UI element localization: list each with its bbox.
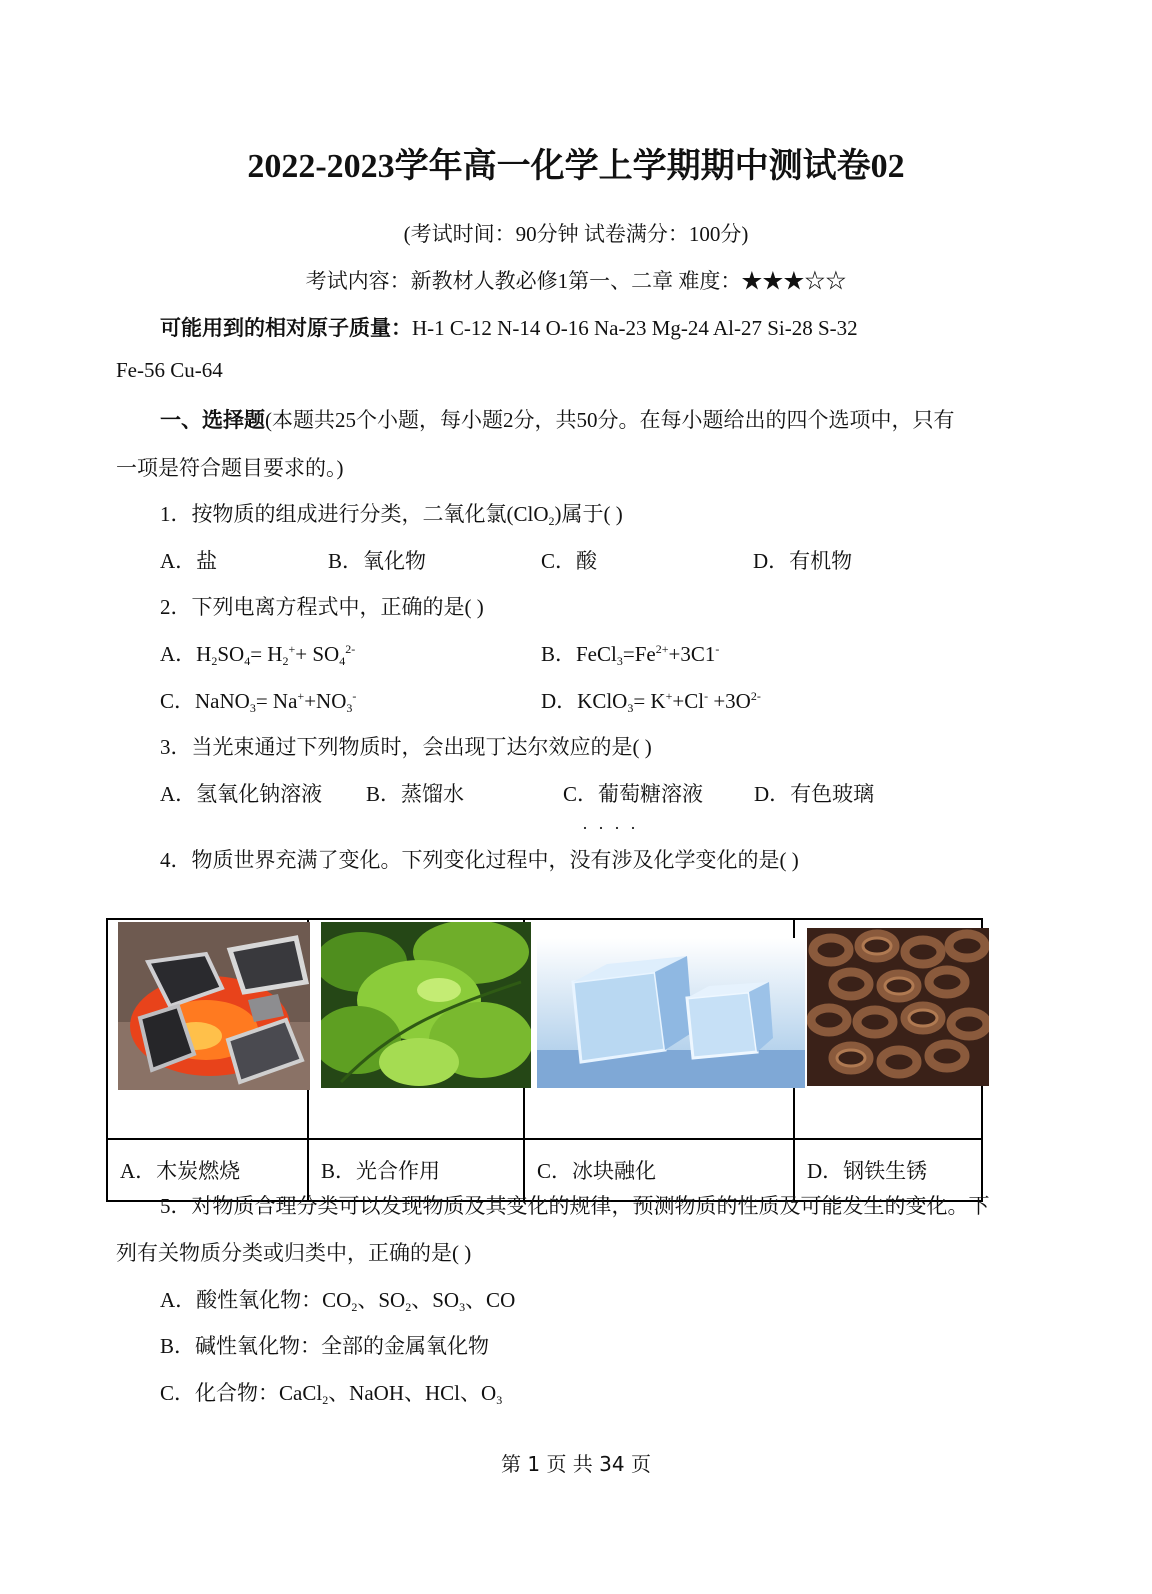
page-title: 2022-2023学年高一化学上学期期中测试卷02 [247,148,905,185]
q4-option-a: A．木炭燃烧 [107,1139,308,1201]
q1-option-d: D．有机物 [753,549,853,573]
content-line: 考试内容：新教材人教必修1第一、二章 难度：★★★☆☆ [305,269,847,293]
charcoal-fire-image [118,922,310,1090]
rusty-chain-image [807,928,989,1086]
image-cell-c [524,919,794,1139]
ice-cube-image [537,938,805,1088]
q3-option-d: D．有色玻璃 [754,782,875,806]
image-cell-a [107,919,308,1139]
q1-option-a: A．盐 [160,549,218,573]
section1-heading [160,404,955,434]
q4-image-table [106,918,983,1202]
q5-stem: 5．对物质合理分类可以发现物质及其变化的规律，预测物质的性质及可能发生的变化。下 [160,1194,990,1218]
q2-option-a: A．$H_2SO_4= H_2^++ SO_4^{2-}$ [160,642,356,668]
section1-desc: (本题共25个小题，每小题2分，共50分。在每小题给出的四个选项中，只有 [265,408,955,432]
atomic-mass-values: H-1 C-12 N-14 O-16 Na-23 Mg-24 Al-27 Si-28 S-32 [412,316,858,340]
atomic-mass-label: 可能用到的相对原子质量： [160,316,412,340]
q3-option-c: C．葡萄糖溶液 [563,782,704,806]
emphasis-dots: ···· [582,818,646,838]
q1-stem: 1．按物质的组成进行分类，二氧化氯(ClO$_2$)属于( ) [160,502,623,528]
section1-desc-2: 一项是符合题目要求的。) [116,456,344,480]
q4-option-b: B．光合作用 [308,1139,524,1201]
q3-option-b: B．蒸馏水 [366,782,465,806]
q4-stem: 4．物质世界充满了变化。下列变化过程中，没有涉及化学变化的是( ) [160,848,799,872]
image-cell-d [794,919,982,1139]
q5-stem-2: 列有关物质分类或归类中，正确的是( ) [116,1241,472,1265]
page-footer: 第 1 页 共 34 页 [501,1452,651,1476]
atomic-mass-values-2: Fe-56 Cu-64 [116,358,223,382]
q1-option-c: C．酸 [541,549,598,573]
q2-stem: 2．下列电离方程式中，正确的是( ) [160,595,484,619]
green-leaves-image [321,922,531,1088]
q4-option-d: D．钢铁生锈 [794,1139,982,1201]
section1-title: 一、选择题 [160,408,265,432]
q5-option-a: A．酸性氧化物：$CO_2$、$SO_2$、$SO_3$、CO [160,1288,516,1314]
q2-option-b: B．$FeCl_3=Fe^{2+}+3C1^-$ [541,642,720,668]
q3-option-a: A．氢氧化钠溶液 [160,782,323,806]
q2-option-c: C．NaNO$_3$= $Na^++NO_3^-$ [160,689,357,715]
q2-option-d: D．KClO$_3$= $K^++Cl^- +3O^{2-}$ [541,689,761,715]
exam-info: (考试时间：90分钟 试卷满分：100分) [403,222,749,246]
q4-option-c: C．冰块融化 [524,1139,794,1201]
q5-option-b: B．碱性氧化物：全部的金属氧化物 [160,1334,490,1358]
q5-option-c: C．化合物：CaCl$_2$、NaOH、HCl、$O_3$ [160,1381,503,1407]
atomic-mass-line [160,312,858,342]
image-cell-b [308,919,524,1139]
q1-option-b: B．氧化物 [328,549,427,573]
q3-stem: 3．当光束通过下列物质时，会出现丁达尔效应的是( ) [160,735,652,759]
